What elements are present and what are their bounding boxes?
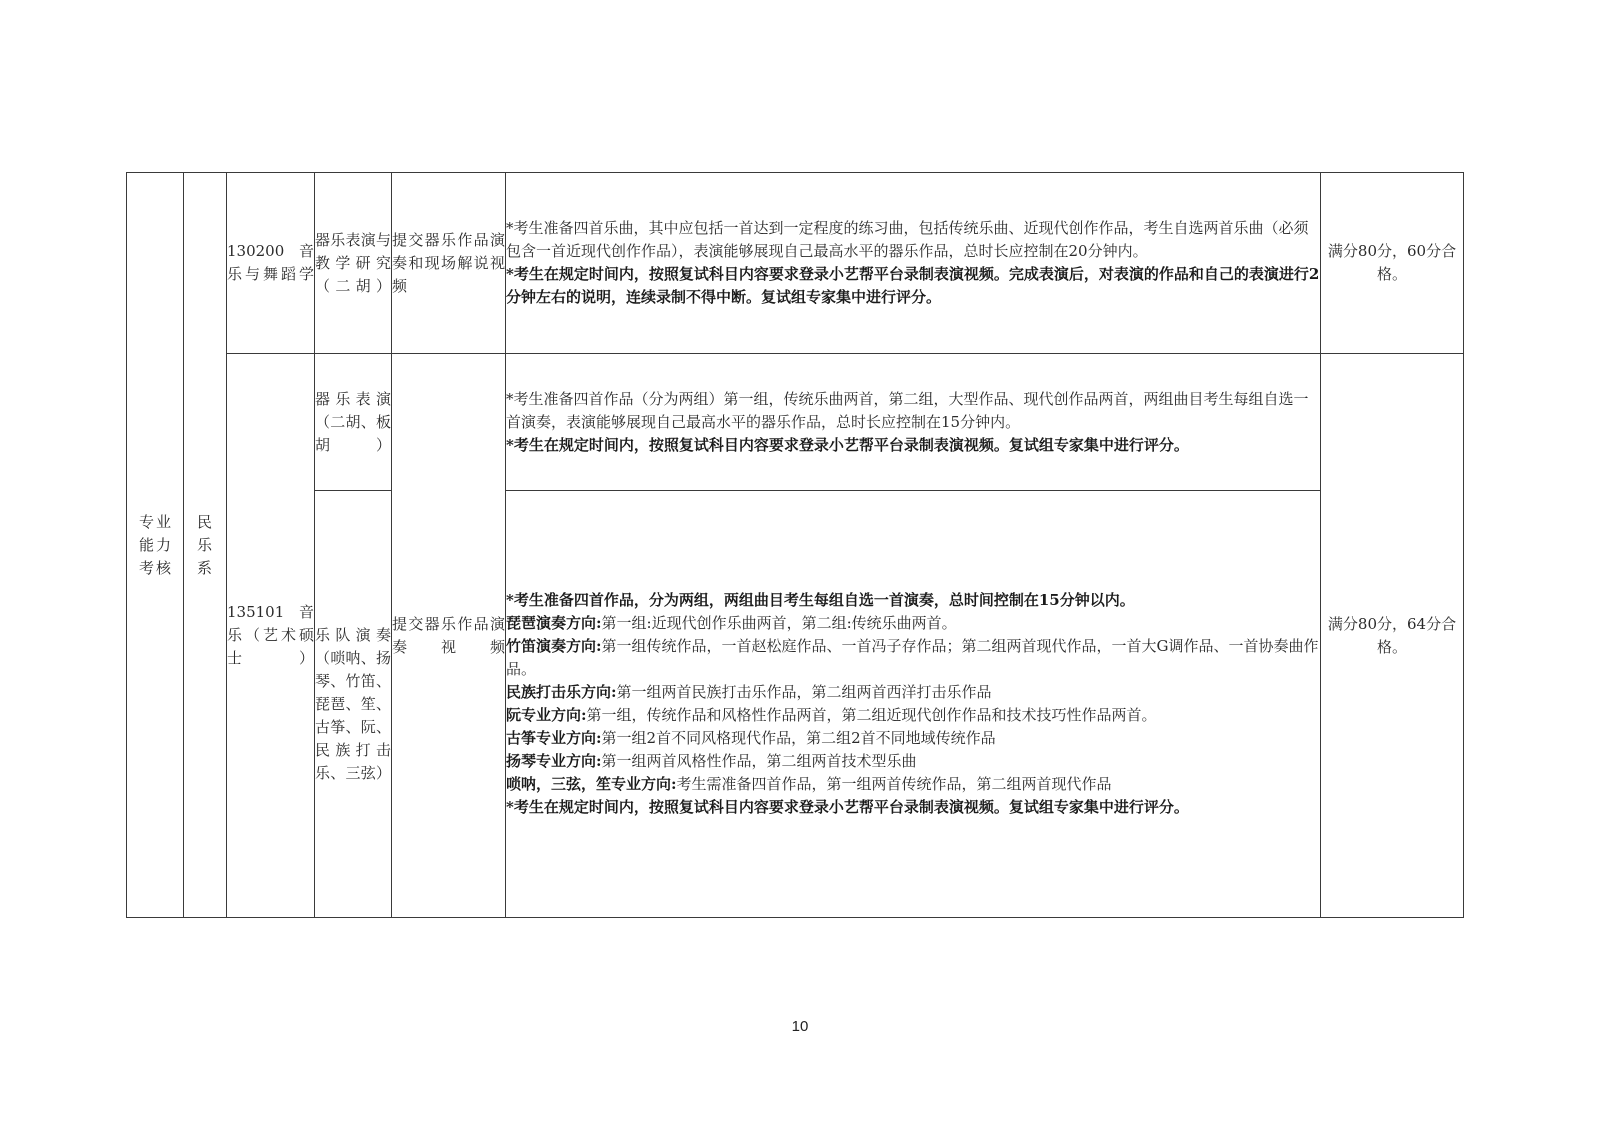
- direction-label: 器乐表演（二胡、板胡）: [315, 389, 391, 454]
- content-line: *考生在规定时间内，按照复试科目内容要求登录小艺帮平台录制表演视频。复试组专家集中进行评分。: [506, 435, 1189, 454]
- table-row: [127, 491, 1464, 918]
- content-line-text: 第一组传统作品，一首赵松庭作品、一首冯子存作品；第二组两首现代作品，一首大G调作品、一首协奏曲作品。: [506, 637, 1319, 678]
- content-line: [506, 681, 1320, 704]
- category-cell: [127, 173, 184, 918]
- content-line: *考生准备四首作品，分为两组，两组曲目考生每组自选一首演奏，总时间控制在15分钟以内。: [506, 591, 1135, 609]
- content-line: [506, 635, 1320, 681]
- content-line-label: 扬琴专业方向:: [506, 752, 602, 770]
- score-cell: [1321, 173, 1464, 354]
- content-line-text: 第一组两首风格性作品，第二组两首技术型乐曲: [601, 752, 917, 770]
- direction-cell: [315, 173, 392, 354]
- department-label: 民乐系: [197, 512, 213, 577]
- direction-cell: [315, 354, 392, 491]
- content-line-label: 琵琶演奏方向:: [506, 614, 602, 632]
- content-line: [506, 704, 1320, 727]
- major-label: 130200 音乐与舞蹈学: [227, 242, 314, 283]
- major-label: 135101 音乐（艺术硕士）: [227, 603, 314, 667]
- content-line-label: 阮专业方向:: [506, 706, 587, 724]
- method-label: 提交器乐作品演奏视频: [392, 614, 505, 656]
- table-row: [127, 354, 1464, 491]
- requirements-table: [126, 172, 1464, 918]
- content-line: *考生在规定时间内，按照复试科目内容要求登录小艺帮平台录制表演视频。完成表演后，对表演的作品和自己的表演进行2分钟左右的说明，连续录制不得中断。复试组专家集中进行评分。: [506, 265, 1320, 306]
- content-line: [506, 612, 1320, 635]
- content-line: [506, 727, 1320, 750]
- score-label: 满分80分，64分合格。: [1327, 614, 1457, 656]
- score-label: 满分80分，60分合格。: [1327, 242, 1457, 283]
- content-cell: [506, 491, 1321, 918]
- content-line-label: 竹笛演奏方向:: [506, 637, 602, 655]
- content-line-text: 考生需准备四首作品，第一组两首传统作品，第二组两首现代作品: [676, 775, 1112, 793]
- content-line-text: 第一组两首民族打击乐作品，第二组两首西洋打击乐作品: [616, 683, 992, 701]
- major-cell: [227, 173, 315, 354]
- page-number: 10: [791, 1018, 809, 1035]
- content-line: [506, 773, 1320, 796]
- content-cell: [506, 173, 1321, 354]
- content-line: *考生准备四首作品（分为两组）第一组，传统乐曲两首，第二组，大型作品、现代创作品两首，两组曲目考生每组自选一首演奏，表演能够展现自己最高水平的器乐作品，总时长应控制在15分钟内。: [506, 389, 1309, 431]
- direction-cell: [315, 491, 392, 918]
- content-line-text: 第一组2首不同风格现代作品，第二组2首不同地域传统作品: [601, 729, 996, 747]
- direction-label: 乐队演奏（唢呐、扬琴、竹笛、琵琶、笙、古筝、阮、民族打击乐、三弦）: [315, 625, 391, 782]
- major-cell: [227, 354, 315, 918]
- table-row: [127, 173, 1464, 354]
- method-label: 提交器乐作品演奏和现场解说视频: [392, 230, 505, 295]
- content-line: *考生在规定时间内，按照复试科目内容要求登录小艺帮平台录制表演视频。复试组专家集中进行评分。: [506, 798, 1189, 816]
- category-label: 专业能力考核: [139, 512, 171, 577]
- score-cell: [1321, 354, 1464, 918]
- content-line-label: 古筝专业方向:: [506, 729, 602, 747]
- content-line-text: 第一组，传统作品和风格性作品两首，第二组近现代创作作品和技术技巧性作品两首。: [586, 706, 1157, 724]
- content-line-label: 民族打击乐方向:: [506, 683, 617, 701]
- department-cell: [184, 173, 227, 918]
- content-cell: [506, 354, 1321, 491]
- content-line-text: 第一组:近现代创作乐曲两首，第二组:传统乐曲两首。: [601, 614, 957, 632]
- direction-label: 器乐表演与教学研究（二胡）: [315, 230, 391, 295]
- content-line: *考生准备四首乐曲，其中应包括一首达到一定程度的练习曲，包括传统乐曲、近现代创作作品，考生自选两首乐曲（必须包含一首近现代创作作品），表演能够展现自己最高水平的器乐作品，总时长应控制在20分钟内。: [506, 219, 1309, 260]
- content-line-label: 唢呐，三弦，笙专业方向:: [506, 775, 677, 793]
- method-cell: [392, 173, 506, 354]
- method-cell: [392, 354, 506, 918]
- content-line: [506, 750, 1320, 773]
